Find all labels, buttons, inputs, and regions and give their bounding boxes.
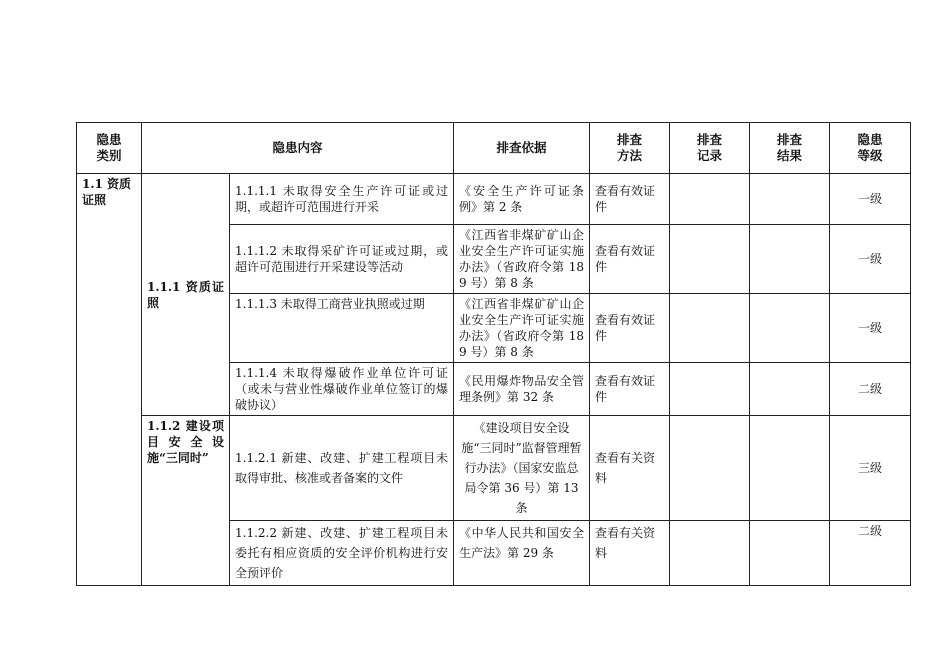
header-level: 隐患 等级 <box>830 123 911 174</box>
header-result: 排查 结果 <box>750 123 830 174</box>
level-cell: 一级 <box>830 174 911 225</box>
result-cell[interactable] <box>750 521 830 586</box>
header-row <box>77 123 911 174</box>
content-cell: 1.1.1.1 未取得安全生产许可证或过期，或超许可范围进行开采 <box>230 174 454 225</box>
table-row <box>77 174 911 225</box>
basis-cell: 《江西省非煤矿矿山企业安全生产许可证实施办法》（省政府令第 189 号）第 8 条 <box>454 225 590 294</box>
content-cell: 1.1.1.3 未取得工商营业执照或过期 <box>230 294 454 363</box>
method-cell: 查看有关资料 <box>590 521 670 586</box>
header-basis: 排查依据 <box>454 123 590 174</box>
group-name-cell: 1.1.1 资质证照 <box>142 174 230 416</box>
result-cell[interactable] <box>750 416 830 521</box>
method-cell: 查看有效证件 <box>590 294 670 363</box>
level-cell: 二级 <box>830 521 911 586</box>
basis-cell: 《江西省非煤矿矿山企业安全生产许可证实施办法》（省政府令第 189 号）第 8 条 <box>454 294 590 363</box>
result-cell[interactable] <box>750 363 830 416</box>
table-row <box>77 416 911 521</box>
content-cell: 1.1.2.1 新建、改建、扩建工程项目未取得审批、核准或者备案的文件 <box>230 416 454 521</box>
method-cell: 查看有关资料 <box>590 416 670 521</box>
record-cell[interactable] <box>670 294 750 363</box>
basis-cell: 《建设项目安全设施“三同时”监督管理暂行办法》（国家安监总局令第 36 号）第 13 条 <box>454 416 590 521</box>
basis-cell: 《安全生产许可证条例》第 2 条 <box>454 174 590 225</box>
record-cell[interactable] <box>670 416 750 521</box>
record-cell[interactable] <box>670 225 750 294</box>
category-cell: 1.1 资质证照 <box>77 174 142 586</box>
basis-cell: 《民用爆炸物品安全管理条例》第 32 条 <box>454 363 590 416</box>
result-cell[interactable] <box>750 174 830 225</box>
level-cell: 二级 <box>830 363 911 416</box>
level-cell: 一级 <box>830 294 911 363</box>
method-cell: 查看有效证件 <box>590 363 670 416</box>
header-method: 排查 方法 <box>590 123 670 174</box>
content-cell: 1.1.1.4 未取得爆破作业单位许可证（或未与营业性爆破作业单位签订的爆破协议） <box>230 363 454 416</box>
result-cell[interactable] <box>750 294 830 363</box>
level-cell: 三级 <box>830 416 911 521</box>
group-name-cell: 1.1.2 建设项目安全设施“三同时” <box>142 416 230 586</box>
header-category: 隐患 类别 <box>77 123 142 174</box>
hazard-inspection-table <box>76 122 911 586</box>
record-cell[interactable] <box>670 174 750 225</box>
method-cell: 查看有效证件 <box>590 225 670 294</box>
header-content: 隐患内容 <box>142 123 454 174</box>
record-cell[interactable] <box>670 363 750 416</box>
content-cell: 1.1.1.2 未取得采矿许可证或过期，或超许可范围进行开采建设等活动 <box>230 225 454 294</box>
content-cell: 1.1.2.2 新建、改建、扩建工程项目未委托有相应资质的安全评价机构进行安全预评价 <box>230 521 454 586</box>
result-cell[interactable] <box>750 225 830 294</box>
basis-cell: 《中华人民共和国安全生产法》第 29 条 <box>454 521 590 586</box>
method-cell: 查看有效证件 <box>590 174 670 225</box>
level-cell: 一级 <box>830 225 911 294</box>
record-cell[interactable] <box>670 521 750 586</box>
header-record: 排查 记录 <box>670 123 750 174</box>
